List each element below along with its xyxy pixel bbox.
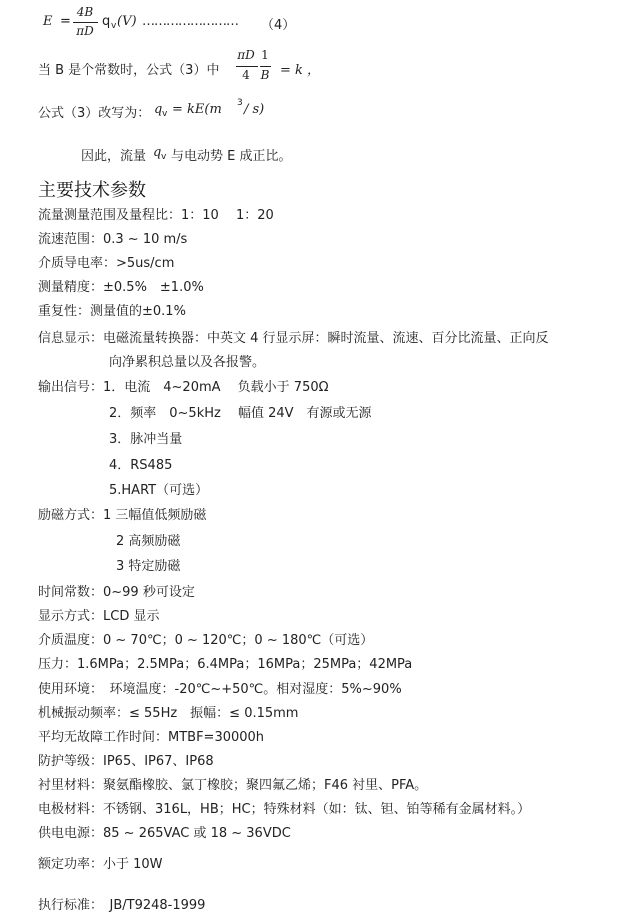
- formula-1-number: （4）: [261, 18, 296, 33]
- formula-2-lead: 当 B 是个常数时，公式（3）中: [38, 63, 220, 78]
- conclusion-lead: 因此，流量: [81, 149, 147, 164]
- formula-3-equation: = kE(m: [172, 102, 222, 117]
- spec-repeatability: 重复性：测量值的±0.1%: [38, 304, 186, 319]
- spec-flow-range: 流量测量范围及量程比：1：10 1：20: [38, 208, 274, 223]
- formula-2-frac1-bar: [236, 66, 258, 67]
- spec-lining: 衬里材料：聚氨酯橡胶、氯丁橡胶；聚四氟乙烯；F46 衬里、PFA。: [38, 778, 428, 793]
- formula-1-fraction-bar: [73, 22, 98, 23]
- spec-standard: 执行标准： JB/T9248-1999: [38, 898, 206, 913]
- formula-1-subscript: v: [111, 21, 117, 31]
- formula-2-frac2-den: B: [260, 68, 270, 82]
- spec-excitation-1: 励磁方式：1 三幅值低频励磁: [38, 508, 207, 523]
- spec-excitation-3: 3 特定励磁: [116, 559, 181, 574]
- formula-1-denominator: πD: [76, 24, 94, 38]
- spec-display: 信息显示：电磁流量转换器：中英文 4 行显示屏：瞬时流量、流速、百分比流量、正向反: [38, 331, 549, 346]
- conclusion-q: q: [153, 145, 162, 160]
- formula-3-subscript: v: [162, 109, 168, 119]
- conclusion-tail: 与电动势 E 成正比。: [171, 149, 292, 164]
- spec-excitation-2: 2 高频励磁: [116, 534, 181, 549]
- formula-3-lead: 公式（3）改写为：: [38, 106, 151, 121]
- spec-power-supply: 供电电源：85 ~ 265VAC 或 18 ~ 36VDC: [38, 826, 291, 841]
- formula-1-numerator: 4B: [76, 5, 94, 19]
- formula-2-frac1-num: πD: [237, 48, 255, 62]
- formula-3-tail: / s): [244, 102, 265, 117]
- conclusion-subscript: v: [161, 152, 167, 162]
- formula-1-q: q: [102, 14, 111, 29]
- spec-protection: 防护等级：IP65、IP67、IP68: [38, 754, 214, 769]
- formula-1-equals: =: [60, 14, 71, 29]
- formula-2-frac2-bar: [260, 66, 271, 67]
- spec-output-1: 输出信号：1．电流 4~20mA 负载小于 750Ω: [38, 380, 329, 395]
- spec-environment: 使用环境： 环境温度：-20℃~+50℃。相对湿度：5%~90%: [38, 682, 402, 697]
- spec-conductivity: 介质导电率：>5us/cm: [38, 256, 175, 271]
- formula-3-q: q: [154, 102, 163, 117]
- spec-output-4: 4．RS485: [109, 458, 173, 473]
- spec-medium-temp: 介质温度：0 ~ 70℃；0 ~ 120℃；0 ~ 180℃（可选）: [38, 633, 374, 648]
- formula-3-superscript: 3: [237, 98, 243, 108]
- spec-display-mode: 显示方式：LCD 显示: [38, 609, 160, 624]
- section-title: 主要技术参数: [38, 180, 146, 201]
- formula-2-frac2-num: 1: [261, 48, 269, 62]
- spec-vibration: 机械振动频率：≤ 55Hz 振幅：≤ 0.15mm: [38, 706, 299, 721]
- spec-electrode: 电极材料：不锈钢、316L，HB；HC；特殊材料（如：钛、钽、铂等稀有金属材料。）: [38, 802, 531, 817]
- formula-1-dots: ……………………: [142, 14, 238, 29]
- spec-mtbf: 平均无故障工作时间：MTBF=30000h: [38, 730, 265, 745]
- spec-output-3: 3．脉冲当量: [109, 432, 183, 447]
- formula-2-tail: = k ，: [280, 63, 321, 78]
- formula-2-frac1-den: 4: [242, 68, 250, 82]
- spec-velocity-range: 流速范围：0.3 ~ 10 m/s: [38, 232, 188, 247]
- spec-display-continuation: 向净累积总量以及各报警。: [109, 355, 266, 370]
- formula-1-paren: (V): [117, 14, 137, 29]
- spec-rated-power: 额定功率：小于 10W: [38, 857, 163, 872]
- spec-output-5: 5.HART（可选）: [109, 483, 209, 498]
- spec-output-2: 2．频率 0~5kHz 幅值 24V 有源或无源: [109, 406, 372, 421]
- spec-time-constant: 时间常数：0~99 秒可设定: [38, 585, 195, 600]
- formula-1-lhs: E: [43, 14, 53, 29]
- spec-pressure: 压力：1.6MPa；2.5MPa；6.4MPa；16MPa；25MPa；42MPa: [38, 657, 413, 672]
- spec-accuracy: 测量精度：±0.5% ±1.0%: [38, 280, 204, 295]
